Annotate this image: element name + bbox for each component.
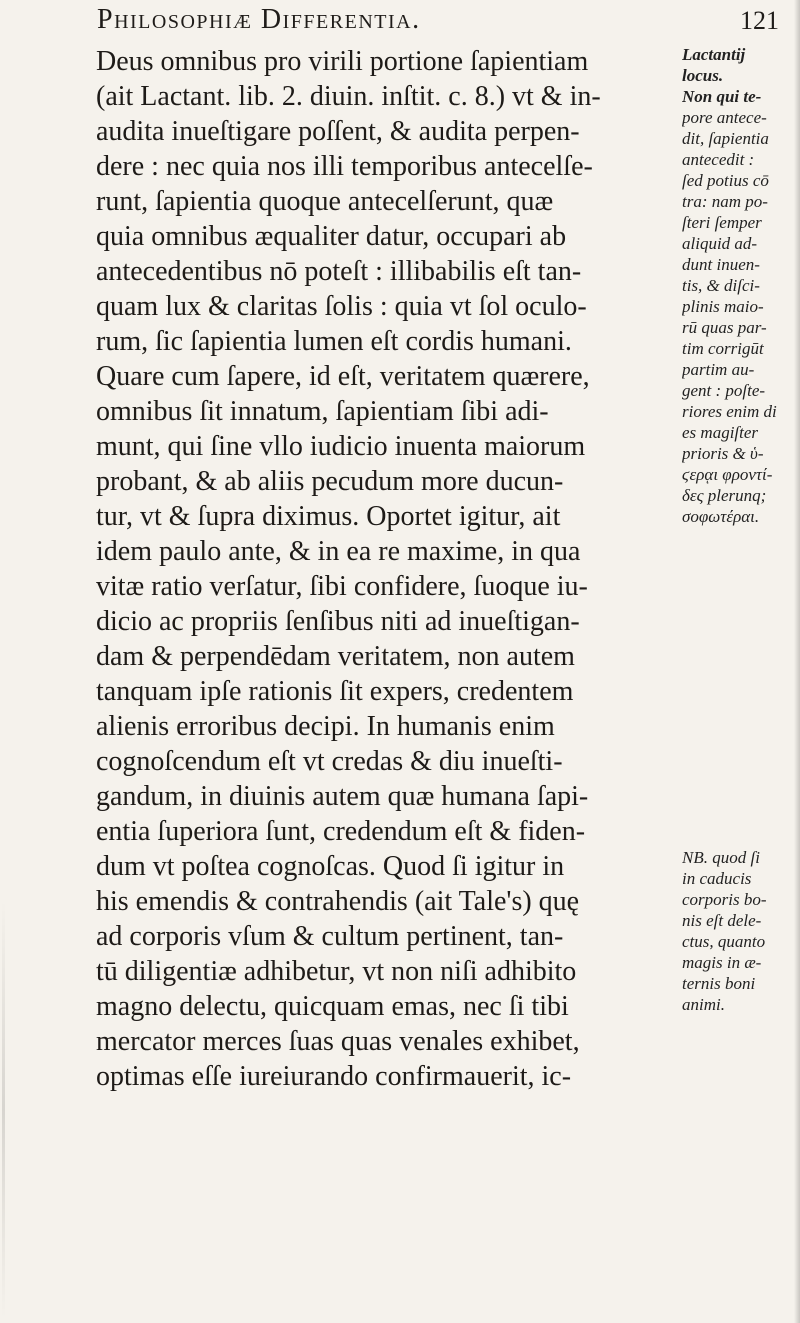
- page-edge-shadow: [794, 0, 800, 1323]
- text-line: tur, vt & ſupra diximus. Oportet igitur, ait: [96, 501, 561, 532]
- text-line: dicio ac propriis ſenſibus niti ad inueſtigan-: [96, 606, 580, 637]
- margin-note-line: magis in æ-: [682, 953, 762, 972]
- margin-note-line: dit, ſapientia: [682, 129, 769, 148]
- margin-note-line: ſed potius cō: [682, 171, 769, 190]
- margin-note-line: plinis maio-: [682, 297, 764, 316]
- margin-note-line: Lactantij: [682, 45, 746, 64]
- margin-note-line: partim au-: [682, 360, 755, 379]
- margin-note-line: gent : poſte-: [682, 381, 766, 400]
- text-line: alienis erroribus decipi. In humanis enim: [96, 711, 555, 742]
- margin-note-line: Non qui te-: [682, 87, 762, 106]
- margin-note-line: corporis bo-: [682, 890, 767, 909]
- text-line: magno delectu, quicquam emas, nec ſi tibi: [96, 991, 569, 1022]
- margin-note-line: ternis boni: [682, 974, 756, 993]
- text-line: optimas eſſe iureiurando confirmauerit, ic-: [96, 1061, 572, 1092]
- text-line: runt, ſapientia quoque antecelſerunt, quæ: [96, 186, 554, 217]
- margin-note-line: σοφωτέραι.: [682, 507, 760, 526]
- text-line: vitæ ratio verſatur, ſibi confidere, ſuoque iu-: [96, 571, 588, 602]
- margin-note-line: tis, & diſci-: [682, 276, 760, 295]
- margin-note-line: tim corrigūt: [682, 339, 764, 358]
- margin-note-line: tra: nam po-: [682, 192, 768, 211]
- text-line: omnibus ſit innatum, ſapientiam ſibi adi-: [96, 396, 549, 427]
- text-line: quia omnibus æqualiter datur, occupari ab: [96, 221, 567, 252]
- text-line: tanquam ipſe rationis ſit expers, credentem: [96, 676, 574, 707]
- text-line: cognoſcendum eſt vt credas & diu inueſti-: [96, 746, 563, 777]
- margin-note-line: prioris & ὑ-: [682, 444, 764, 463]
- margin-note-line: aliquid ad-: [682, 234, 758, 253]
- page-header: [0, 0, 800, 40]
- margin-note-line: locus.: [682, 66, 724, 85]
- text-line: his emendis & contrahendis (ait Tale's) quę: [96, 886, 580, 917]
- text-line: quam lux & claritas ſolis : quia vt ſol oculo-: [96, 291, 587, 322]
- margin-note-line: riores enim di: [682, 402, 777, 421]
- text-line: ad corporis vſum & cultum pertinent, tan-: [96, 921, 564, 952]
- margin-note-line: es magiſter: [682, 423, 759, 442]
- marginal-notes: [682, 44, 798, 1015]
- margin-note-line: in caducis: [682, 869, 752, 888]
- text-line: Quare cum ſapere, id eſt, veritatem quærere,: [96, 361, 590, 392]
- text-line: (ait Lactant. lib. 2. diuin. inſtit. c. 8.) vt & in-: [96, 81, 601, 112]
- text-line: tū diligentiæ adhibetur, vt non niſi adhibito: [96, 956, 577, 987]
- text-line: probant, & ab aliis pecudum more ducun-: [96, 466, 564, 497]
- text-line: munt, qui ſine vllo iudicio inuenta maiorum: [96, 431, 586, 462]
- text-line: entia ſuperiora ſunt, credendum eſt & fiden-: [96, 816, 586, 847]
- margin-note-line: pore antece-: [682, 108, 767, 127]
- margin-spacer: [682, 527, 798, 847]
- margin-note-line: ctus, quanto: [682, 932, 766, 951]
- text-line: gandum, in diuinis autem quæ humana ſapi-: [96, 781, 589, 812]
- text-line: dam & perpendēdam veritatem, non autem: [96, 641, 575, 672]
- page-number: 121: [740, 6, 779, 35]
- page-fold-shadow: [2, 900, 5, 1320]
- text-line: antecedentibus nō poteſt : illibabilis eſt tan-: [96, 256, 582, 287]
- text-line: dere : nec quia nos illi temporibus antecelſe-: [96, 151, 593, 182]
- text-line: dum vt poſtea cognoſcas. Quod ſi igitur in: [96, 851, 565, 882]
- text-line: mercator merces ſuas quas venales exhibet,: [96, 1026, 580, 1057]
- margin-note-line: rū quas par-: [682, 318, 767, 337]
- text-line: rum, ſic ſapientia lumen eſt cordis humani.: [96, 326, 572, 357]
- main-text-column: [96, 44, 656, 1094]
- margin-note-line: nis eſt dele-: [682, 911, 762, 930]
- margin-note-line: dunt inuen-: [682, 255, 760, 274]
- margin-note-line: ϛερᾳι φροντί-: [682, 465, 773, 484]
- running-title: Philosophiæ Differentia.: [97, 4, 421, 35]
- text-line: idem paulo ante, & in ea re maxime, in qua: [96, 536, 581, 567]
- text-line: audita inueſtigare poſſent, & audita perpen-: [96, 116, 580, 147]
- margin-note-line: ſteri ſemper: [682, 213, 762, 232]
- margin-note-line: animi.: [682, 995, 725, 1014]
- text-line: Deus omnibus pro virili portione ſapientiam: [96, 46, 589, 77]
- margin-note-line: δες plerunq;: [682, 486, 767, 505]
- margin-note-line: NB. quod ſi: [682, 848, 760, 867]
- margin-note-line: antecedit :: [682, 150, 755, 169]
